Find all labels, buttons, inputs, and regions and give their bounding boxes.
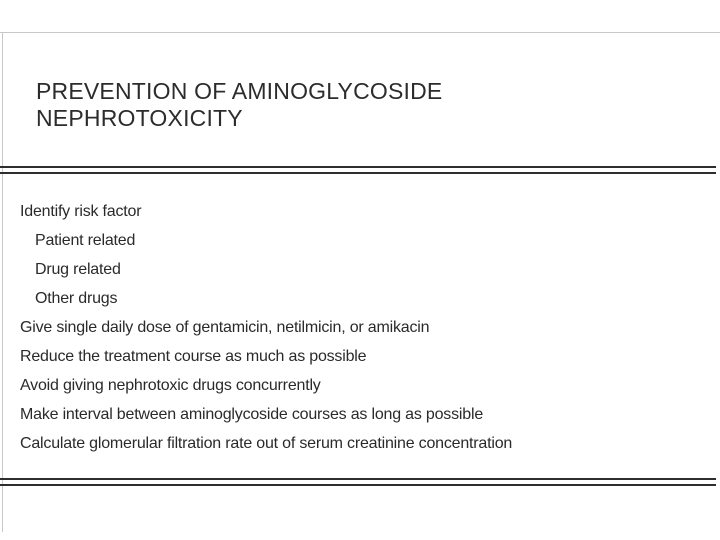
- frame-top-border: [0, 32, 720, 33]
- list-item: Identify risk factor: [20, 203, 142, 220]
- title-line-1: PREVENTION OF AMINOGLYCOSIDE: [36, 78, 443, 104]
- prevention-list: [20, 200, 512, 461]
- list-item: Make interval between aminoglycoside courses as long as possible: [20, 406, 484, 423]
- footer-divider-lower: [0, 484, 716, 486]
- footer-divider-upper: [0, 478, 716, 480]
- list-item: Give single daily dose of gentamicin, netilmicin, or amikacin: [20, 319, 430, 336]
- list-subitem: Other drugs: [35, 290, 118, 307]
- slide-title: [36, 78, 676, 132]
- title-divider-lower: [0, 172, 716, 174]
- title-line-2: NEPHROTOXICITY: [36, 105, 243, 131]
- list-item: Calculate glomerular filtration rate out of serum creatinine concentration: [20, 435, 513, 452]
- list-item: Avoid giving nephrotoxic drugs concurrently: [20, 377, 321, 394]
- list-subitem: Drug related: [35, 261, 121, 278]
- frame-left-border: [2, 32, 3, 532]
- list-item: Reduce the treatment course as much as possible: [20, 348, 367, 365]
- title-divider-upper: [0, 166, 716, 168]
- list-subitem: Patient related: [35, 232, 136, 249]
